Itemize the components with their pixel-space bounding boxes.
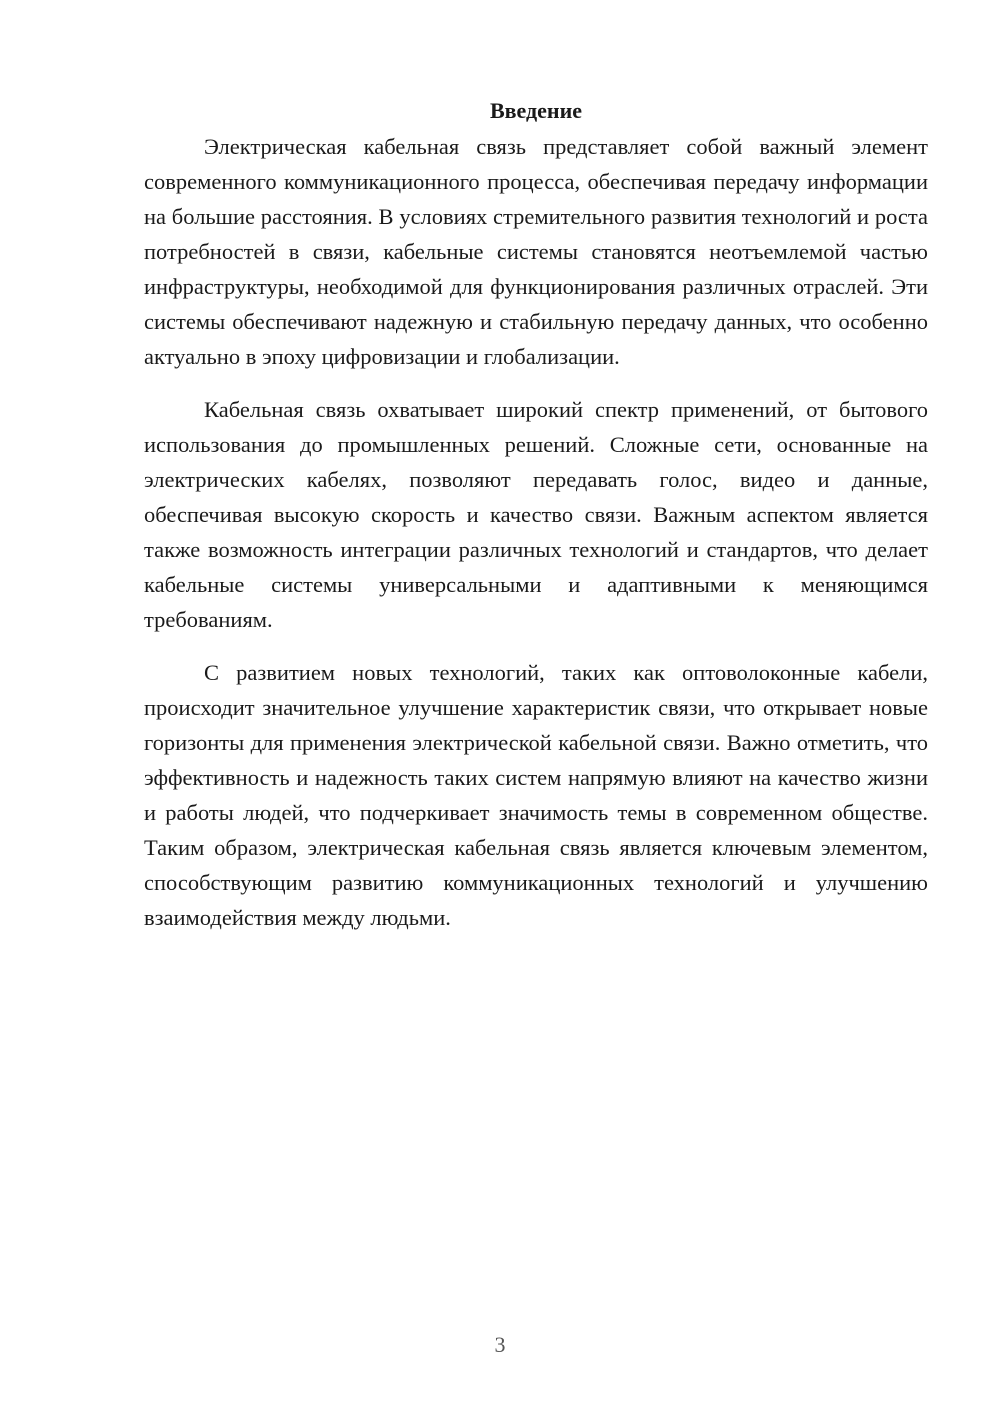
- section-title: Введение: [489, 98, 583, 123]
- paragraph-2: Кабельная связь охватывает широкий спектр применений, от бытового использования до промышленных решений. Сложные сети, основанные на электрических кабелях, позволяют передавать голос, видео и данные, обеспечивая высокую скорость и качество связи. Важным аспектом является также возможность интеграции различных технологий и стандартов, что делает кабельные системы универсальными и адаптивными к меняющимся требованиям.: [144, 397, 928, 632]
- page-content: [144, 96, 928, 953]
- page-number: 3: [494, 1332, 506, 1357]
- paragraph-1: Электрическая кабельная связь представляет собой важный элемент современного коммуникационного процесса, обеспечивая передачу информации на большие расстояния. В условиях стремительного развития технологий и роста потребностей в связи, кабельные системы становятся неотъемлемой частью инфраструктуры, необходимой для функционирования различных отраслей. Эти системы обеспечивают надежную и стабильную передачу данных, что особенно актуально в эпоху цифровизации и глобализации.: [144, 134, 928, 369]
- paragraph-3: С развитием новых технологий, таких как оптоволоконные кабели, происходит значительное улучшение характеристик связи, что открывает новые горизонты для применения электрической кабельной связи. Важно отметить, что эффективность и надежность таких систем напрямую влияют на качество жизни и работы людей, что подчеркивает значимость темы в современном обществе. Таким образом, электрическая кабельная связь является ключевым элементом, способствующим развитию коммуникационных технологий и улучшению взаимодействия между людьми.: [144, 660, 928, 930]
